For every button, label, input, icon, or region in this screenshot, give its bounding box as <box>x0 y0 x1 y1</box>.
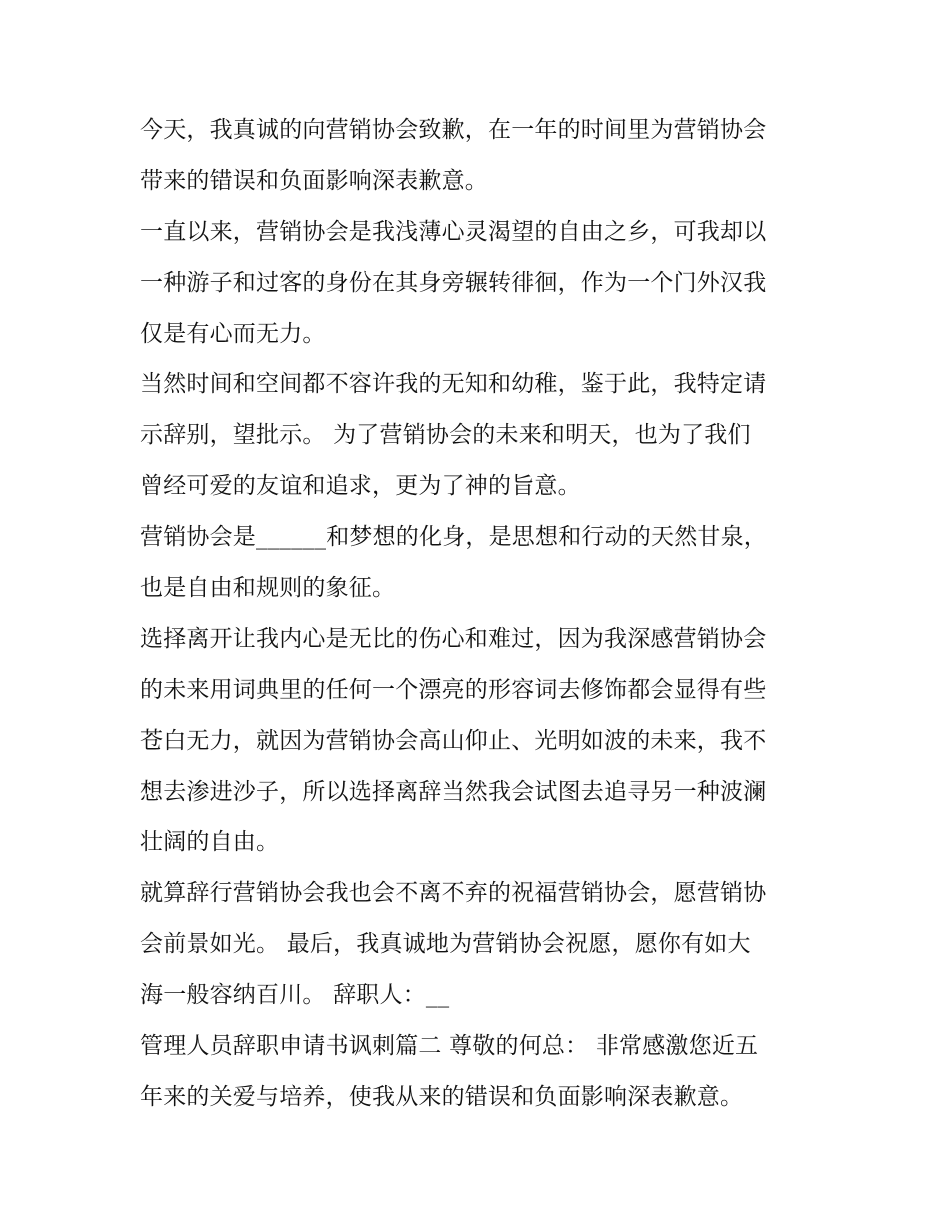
text-line: 选择离开让我内心是无比的伤心和难过，因为我深感营销协会 <box>140 625 767 652</box>
text-line: 想去渗进沙子，所以选择离辞当然我会试图去追寻另一种波澜 <box>140 778 767 805</box>
text-line: 营销协会是______和梦想的化身，是思想和行动的天然甘泉， <box>140 524 767 551</box>
text-line: 会前景如光。 最后，我真诚地为营销协会祝愿，愿你有如大 <box>140 931 751 958</box>
text-line: 一种游子和过客的身份在其身旁辗转徘徊，作为一个门外汉我 <box>140 269 767 296</box>
body-text <box>140 105 820 1123</box>
text-line: 壮阔的自由。 <box>140 829 280 856</box>
text-line: 年来的关爱与培养，使我从来的错误和负面影响深表歉意。 <box>140 1083 744 1110</box>
text-line: 今天，我真诚的向营销协会致歉，在一年的时间里为营销协会 <box>140 117 767 143</box>
text-line: 的未来用词典里的任何一个漂亮的形容词去修饰都会显得有些 <box>140 676 767 703</box>
text-line: 仅是有心而无力。 <box>140 320 326 347</box>
text-line: 就算辞行营销协会我也会不离不弃的祝福营销协会，愿营销协 <box>140 880 767 907</box>
text-line: 示辞别，望批示。 为了营销协会的未来和明天，也为了我们 <box>140 422 751 449</box>
text-line: 一直以来，营销协会是我浅薄心灵渴望的自由之乡，可我却以 <box>140 218 767 245</box>
text-line: 带来的错误和负面影响深表歉意。 <box>140 167 488 194</box>
text-line: 海一般容纳百川。 辞职人：__ <box>140 982 450 1009</box>
text-line: 曾经可爱的友谊和追求，更为了神的旨意。 <box>140 473 581 500</box>
text-line: 也是自由和规则的象征。 <box>140 575 396 602</box>
text-line: 当然时间和空间都不容许我的无知和幼稚，鉴于此，我特定请 <box>140 371 767 398</box>
text-line: 管理人员辞职申请书讽刺篇二 尊敬的何总： 非常感激您近五 <box>140 1033 759 1060</box>
text-line: 苍白无力，就因为营销协会高山仰止、光明如波的未来，我不 <box>140 727 767 754</box>
